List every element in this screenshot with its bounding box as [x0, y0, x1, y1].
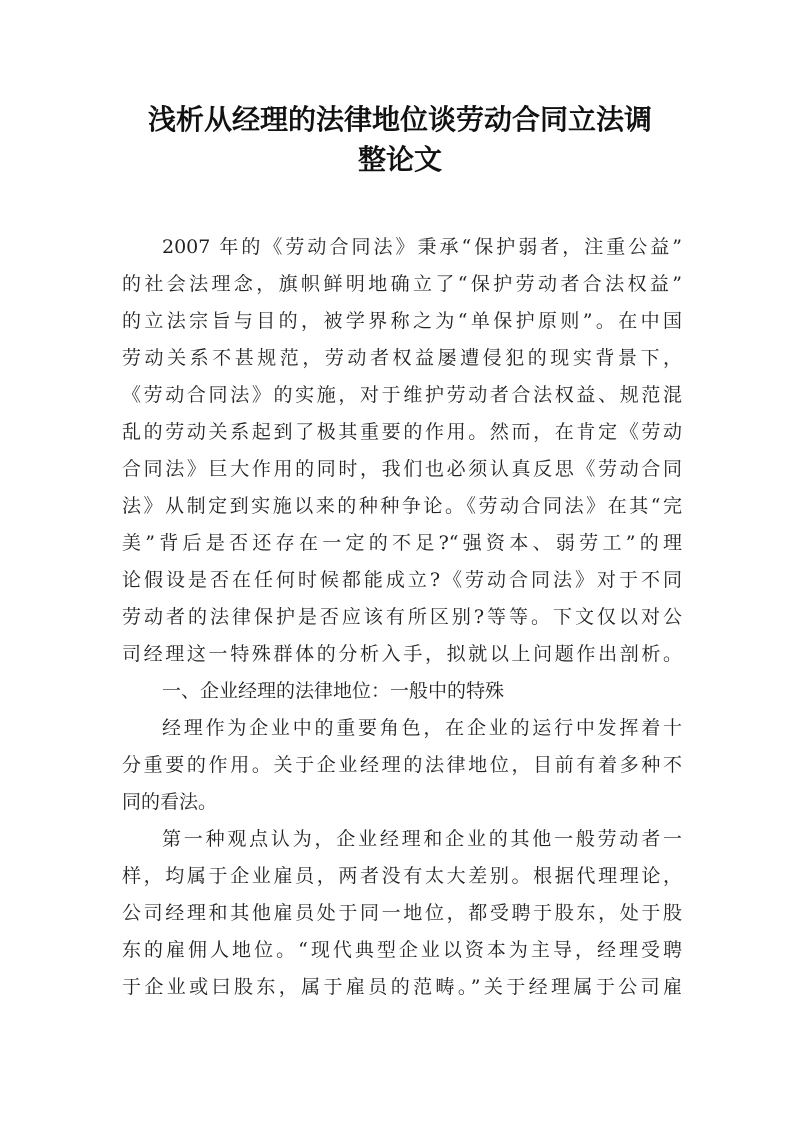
paragraph [122, 710, 682, 821]
document-body [122, 229, 682, 1006]
paragraph-intro [122, 229, 682, 673]
text-line: 于企业或曰股东，属于雇员的范畴。”关于经理属于公司雇 [122, 976, 682, 998]
document-title-line-1: 浅析从经理的法律地位谈劳动合同立法调 [147, 103, 652, 136]
text-line: 样，均属于企业雇员，两者没有太大差别。根据代理理论， [122, 865, 682, 887]
text-line: 乱的劳动关系起到了极其重要的作用。然而，在肯定《劳动 [122, 421, 682, 443]
section-heading [122, 673, 682, 710]
text-line: 经理作为企业中的重要角色，在企业的运行中发挥着十 [162, 717, 682, 739]
text-line: 分重要的作用。关于企业经理的法律地位，目前有着多种不 [122, 754, 682, 776]
text-line: 法》从制定到实施以来的种种争论。《劳动合同法》在其“完 [122, 495, 682, 517]
paragraph [122, 821, 682, 1006]
text-line: 美”背后是否还存在一定的不足?“强资本、弱劳工”的理 [122, 532, 682, 554]
text-line: 合同法》巨大作用的同时，我们也必须认真反思《劳动合同 [122, 458, 682, 480]
text-line: 论假设是否在任何时候都能成立?《劳动合同法》对于不同 [122, 569, 682, 591]
text-line: 公司经理和其他雇员处于同一地位，都受聘于股东，处于股 [122, 902, 682, 924]
text-line: 司经理这一特殊群体的分析入手，拟就以上问题作出剖析。 [122, 643, 682, 665]
text-line: 第一种观点认为，企业经理和企业的其他一般劳动者一 [162, 828, 682, 850]
text-line: 东的雇佣人地位。“现代典型企业以资本为主导，经理受聘 [122, 939, 682, 961]
text-line: 的立法宗旨与目的，被学界称之为“单保护原则”。在中国 [122, 310, 682, 332]
document-title-line-2: 整论文 [357, 143, 442, 176]
text-line: 的社会法理念，旗帜鲜明地确立了“保护劳动者合法权益” [122, 273, 682, 295]
text-line: 一、企业经理的法律地位：一般中的特殊 [162, 680, 505, 702]
text-line: 同的看法。 [122, 791, 218, 813]
text-line: 2007 年的《劳动合同法》秉承“保护弱者，注重公益” [162, 236, 682, 258]
text-line: 《劳动合同法》的实施，对于维护劳动者合法权益、规范混 [122, 384, 682, 406]
text-line: 劳动关系不甚规范，劳动者权益屡遭侵犯的现实背景下， [122, 347, 682, 369]
text-line: 劳动者的法律保护是否应该有所区别?等等。下文仅以对公 [122, 606, 682, 628]
